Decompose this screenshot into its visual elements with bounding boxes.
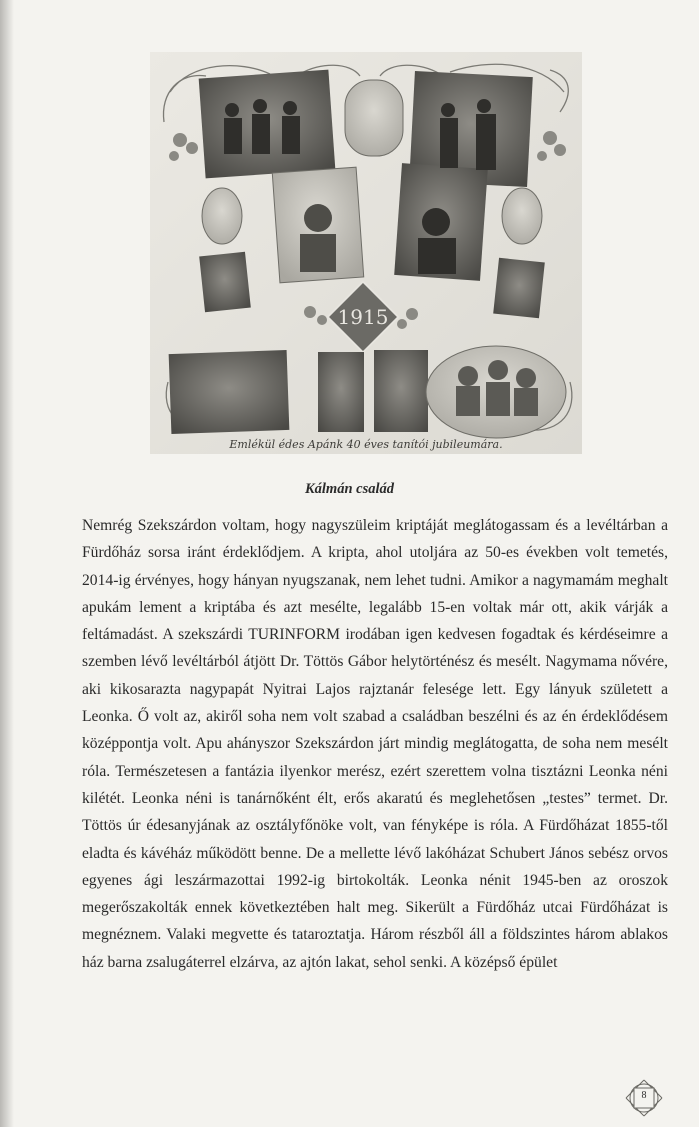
photo-left-oval-1 <box>202 188 242 244</box>
photo-bottom-man <box>374 350 428 432</box>
family-photo-collage <box>150 52 582 454</box>
figure-caption: Kálmán család <box>304 481 395 497</box>
page-number-ornament <box>624 1078 664 1118</box>
year-badge-text: 1915 <box>337 305 389 329</box>
page-number: 8 <box>641 1090 647 1101</box>
photo-left-small-2 <box>199 252 251 313</box>
collage-inscription: Emlékül édes Apánk 40 éves tanítói jubileumára. <box>229 438 503 451</box>
photo-bottom-soldier <box>318 352 364 432</box>
photo-bottom-left-group <box>169 350 290 434</box>
page-gutter-shadow <box>0 0 14 1127</box>
photo-right-oval-1 <box>502 188 542 244</box>
body-paragraph: Nemrég Szekszárdon voltam, hogy nagyszüleim kriptáját meglátogassam és a levéltárban a Fürdőház sorsa iránt érdeklődjem. A kripta, ahol utoljára az 50-es években volt temetés, 2014-ig érvényes, hogy hányan nyugszanak, nem lehet tudni. Amikor a nagymamám meghalt apukám lement a kriptába és azt mesélte, legalább 15-en voltak már ott, akik várják a feltámadást. A szekszárdi TURINFORM irodában igen kedvesen fogadtak és kérdéseimre a szemben lévő levéltárból átjött Dr. Töttös Gábor helytörténész és mesélt. Nagymama nővére, aki kikosarazta nagypapát Nyitrai Lajos rajztanár felesége lett. Egy lányuk született a Leonka. Ő volt az, akiről soha nem volt szabad a családban beszélni és az én érdeklődésem középpontja volt. Apu ahányszor Szekszárdon járt mindig meglátogatta, de soha nem mesélt róla. Természetesen a fantázia ilyenkor merész, ezért szerettem volna tisztázni Leonka néni kilétét. Leonka néni is tanárnőként élt, erős akaratú és meglehetősen „testes” termet. Dr. Töttös úr édesanyjának az osztályfőnöke volt, van fényképe is róla. A Fürdőházat 1855-től eladta és kávéház működött benne. De a mellette lévő lakóházat Schubert János sebész orvos egyenes ági leszármazottai 1992-ig birtokolták. Leonka nénit 1945-ben az oroszok megerőszakolták ennek következtében halt meg. Sikerült a Fürdőház utcai Fürdőházat is megnéznem. Valaki megvette és tataroztatja. Három részből áll a földszintes három ablakos ház barna zsalugáterrel elzárva, az ajtón lakat, sehol senki. A középső épület <box>82 517 668 971</box>
collage-drawing <box>150 52 582 454</box>
photo-right-small-2 <box>493 258 545 319</box>
photo-top-center-oval <box>345 80 403 156</box>
